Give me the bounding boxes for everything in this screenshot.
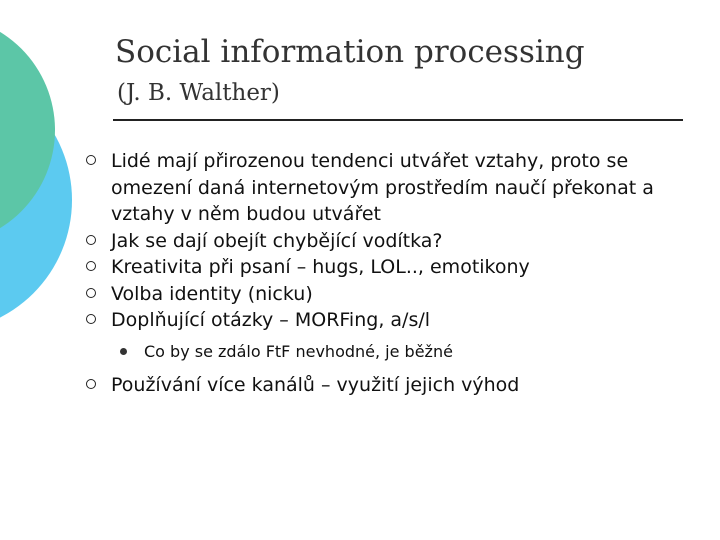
bullet-text: Jak se dají obejít chybějící vodítka? <box>111 229 443 252</box>
title-divider <box>113 119 683 121</box>
slide-subtitle: (J. B. Walther) <box>117 80 280 106</box>
filled-bullet-icon <box>120 348 127 355</box>
hollow-bullet-icon <box>86 235 96 245</box>
bullet-item <box>86 254 696 281</box>
bullet-text: Volba identity (nicku) <box>111 282 313 305</box>
bullet-item <box>86 148 696 228</box>
bullet-text: Lidé mají přirozenou tendenci utvářet vztahy, proto se omezení daná internetovým prostředím naučí překonat a vztahy v něm budou utvářet <box>111 150 654 225</box>
hollow-bullet-icon <box>86 155 96 165</box>
bullet-item <box>86 372 696 399</box>
hollow-bullet-icon <box>86 261 96 271</box>
hollow-bullet-icon <box>86 288 96 298</box>
bullet-list <box>86 148 696 398</box>
bullet-item <box>86 281 696 308</box>
bullet-item <box>86 228 696 255</box>
bullet-text: Kreativita při psaní – hugs, LOL.., emotikony <box>111 256 530 278</box>
hollow-bullet-icon <box>86 314 96 324</box>
bullet-item <box>86 307 696 334</box>
sub-bullet-item <box>86 340 696 364</box>
bullet-text: Doplňující otázky – MORFing, a/s/l <box>111 309 431 331</box>
hollow-bullet-icon <box>86 379 96 389</box>
bullet-text: Používání více kanálů – využití jejich výhod <box>111 373 520 396</box>
sub-bullet-text: Co by se zdálo FtF nevhodné, je běžné <box>144 341 453 361</box>
slide-title: Social information processing <box>115 34 585 70</box>
